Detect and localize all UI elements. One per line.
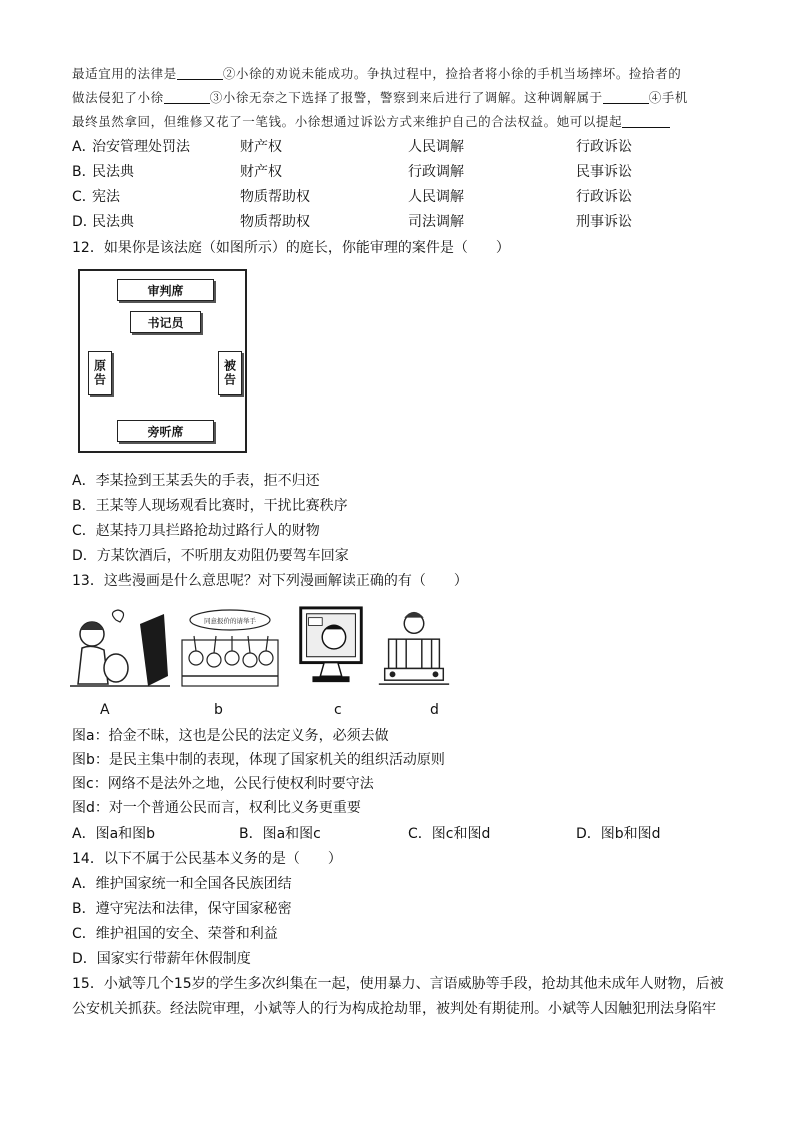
comic-label-a: A <box>100 702 110 718</box>
answer-blank-3 <box>603 89 649 104</box>
q13-option-c[interactable]: C．图c和图d <box>408 826 491 842</box>
q11-option-c[interactable] <box>72 187 712 207</box>
courtroom-diagram <box>78 269 247 453</box>
q13-statement-d: 图d：对一个普通公民而言，权利比义务更重要 <box>72 800 361 816</box>
q11-text-segment: ③小徐无奈之下选择了报警，警察到来后进行了调解。这种调解属于 <box>209 90 603 105</box>
comic-d-image <box>378 604 450 688</box>
q11-text-line-3 <box>72 112 670 132</box>
clerk-seat: 书记员 <box>130 311 201 333</box>
q15-text-line-1: 15．小斌等几个15岁的学生多次纠集在一起，使用暴力、言语威胁等手段，抢劫其他未成年人财物，后被 <box>72 976 724 992</box>
comic-label-d: d <box>430 702 439 718</box>
q13-statement-a: 图a：拾金不昧，这也是公民的法定义务，必须去做 <box>72 728 389 744</box>
q13-statement-c: 图c：网络不是法外之地，公民行使权利时要守法 <box>72 776 374 792</box>
answer-blank-2 <box>164 89 210 104</box>
option-label: A． <box>72 139 96 155</box>
q14-option-b[interactable]: B．遵守宪法和法律，保守国家秘密 <box>72 901 292 917</box>
q13-statement-b: 图b：是民主集中制的表现，体现了国家机关的组织活动原则 <box>72 752 445 768</box>
comic-c-image <box>296 604 366 688</box>
q11-text-segment: ②小徐的劝说未能成功。争执过程中，捡拾者将小徐的手机当场摔坏。捡拾者的 <box>222 66 682 81</box>
q12-option-c[interactable]: C．赵某持刀具拦路抢劫过路行人的财物 <box>72 523 320 539</box>
judge-seat: 审判席 <box>117 279 214 301</box>
option-label: B． <box>72 164 96 180</box>
option-col-1: 宪法 <box>92 189 120 205</box>
q11-option-b[interactable] <box>72 162 712 182</box>
option-col-4: 行政诉讼 <box>576 189 632 205</box>
q11-text-segment: ④手机 <box>648 90 689 105</box>
q11-text-line-1 <box>72 64 681 84</box>
comic-label-b: b <box>214 702 223 718</box>
answer-blank-1 <box>177 65 223 80</box>
option-col-4: 行政诉讼 <box>576 139 632 155</box>
option-col-3: 人民调解 <box>408 189 464 205</box>
q14-stem: 14．以下不属于公民基本义务的是（ ） <box>72 851 342 867</box>
option-label: D． <box>72 214 97 230</box>
option-col-2: 财产权 <box>240 139 282 155</box>
option-col-3: 人民调解 <box>408 139 464 155</box>
q14-option-c[interactable]: C．维护祖国的安全、荣誉和利益 <box>72 926 278 942</box>
answer-blank-4 <box>622 113 670 128</box>
q11-text-segment: 最终虽然拿回，但维修又花了一笔钱。小徐想通过诉讼方式来维护自己的合法权益。她可以提起 <box>72 114 623 129</box>
q11-option-a[interactable] <box>72 137 712 157</box>
q12-option-b[interactable]: B．王某等人现场观看比赛时，干扰比赛秩序 <box>72 498 348 514</box>
comic-b-image <box>176 606 284 690</box>
comic-a-image <box>70 606 170 690</box>
q14-option-a[interactable]: A．维护国家统一和全国各民族团结 <box>72 876 292 892</box>
option-col-1: 治安管理处罚法 <box>92 139 190 155</box>
q11-option-d[interactable] <box>72 212 712 232</box>
q11-text-segment: 做法侵犯了小徐 <box>72 90 164 105</box>
q12-stem: 12．如果你是该法庭（如图所示）的庭长，你能审理的案件是（ ） <box>72 240 510 256</box>
plaintiff-seat: 原告 <box>88 351 112 395</box>
option-col-4: 刑事诉讼 <box>576 214 632 230</box>
q14-option-d[interactable]: D．国家实行带薪年休假制度 <box>72 951 251 967</box>
option-label: C． <box>72 189 96 205</box>
q12-option-a[interactable]: A．李某捡到王某丢失的手表，拒不归还 <box>72 473 320 489</box>
option-col-1: 民法典 <box>92 164 134 180</box>
comic-b-speech-text: 同意报价的请举手 <box>204 617 256 625</box>
option-col-2: 财产权 <box>240 164 282 180</box>
q15-text-line-2: 公安机关抓获。经法院审理，小斌等人的行为构成抢劫罪，被判处有期徒刑。小斌等人因触犯刑法身陷牢 <box>72 1001 716 1017</box>
option-col-3: 司法调解 <box>408 214 464 230</box>
option-col-2: 物质帮助权 <box>240 189 310 205</box>
q11-text-segment: 最适宜用的法律是 <box>72 66 177 81</box>
option-col-4: 民事诉讼 <box>576 164 632 180</box>
comic-label-c: c <box>334 702 342 718</box>
option-col-2: 物质帮助权 <box>240 214 310 230</box>
q11-text-line-2 <box>72 88 688 108</box>
gallery-seat: 旁听席 <box>117 420 214 442</box>
q13-option-b[interactable]: B．图a和图c <box>239 826 321 842</box>
q13-option-d[interactable]: D．图b和图d <box>576 826 661 842</box>
option-col-3: 行政调解 <box>408 164 464 180</box>
q13-stem: 13．这些漫画是什么意思呢？对下列漫画解读正确的有（ ） <box>72 573 468 589</box>
q12-option-d[interactable]: D．方某饮酒后，不听朋友劝阻仍要驾车回家 <box>72 548 349 564</box>
defendant-seat: 被告 <box>218 351 242 395</box>
q13-option-a[interactable]: A．图a和图b <box>72 826 156 842</box>
option-col-1: 民法典 <box>92 214 134 230</box>
